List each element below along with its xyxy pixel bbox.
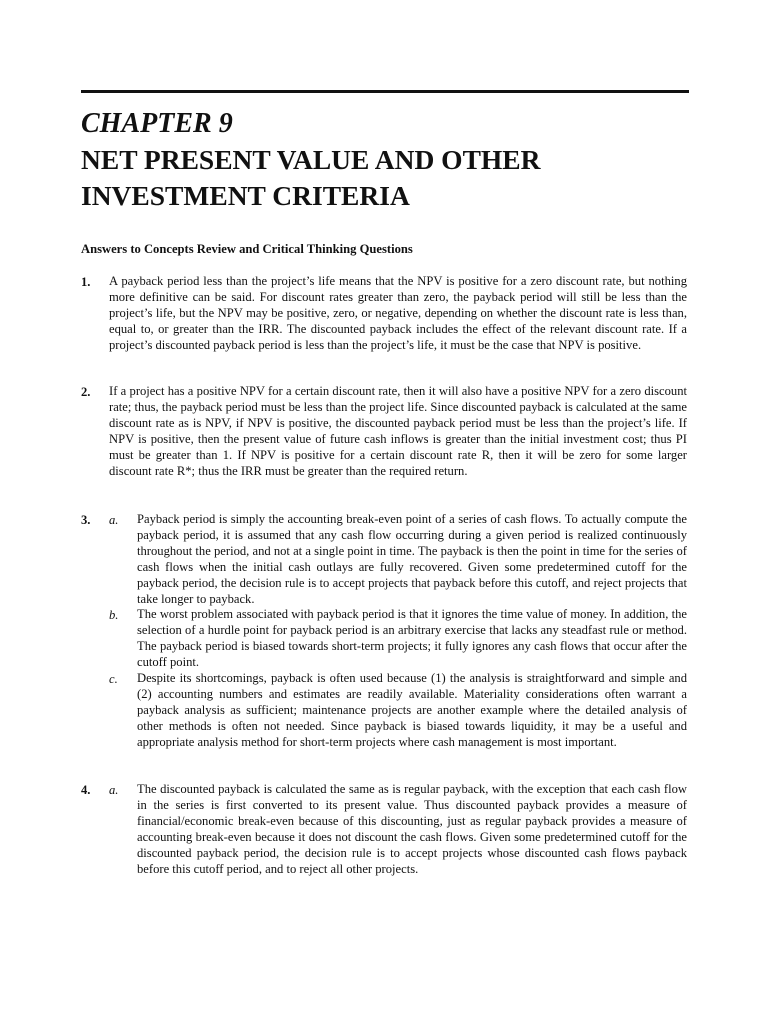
chapter-top-rule [81, 90, 689, 93]
question-number: 1. [81, 275, 91, 289]
chapter-title [81, 142, 681, 214]
sub-answer-letter: a. [109, 513, 119, 527]
question-number: 2. [81, 385, 91, 399]
sub-answer-letter: a. [109, 783, 119, 797]
sub-answer-text: Despite its shortcomings, payback is often used because (1) the analysis is straightforward and simple and (2) accounting numbers and estimates are readily available. Materiality considerations often warrant a payback analysis as sufficient; maintenance projects are another example where the detailed analysis of other methods is often not needed. Since payback is biased towards liquidity, it may be a useful and appropriate analysis method for short-term projects where cash management is most important. [137, 671, 687, 749]
chapter-title-line: INVESTMENT CRITERIA [81, 180, 410, 211]
chapter-label: CHAPTER 9 [81, 108, 233, 139]
question-number: 3. [81, 513, 91, 527]
chapter-title-line: NET PRESENT VALUE AND OTHER [81, 144, 541, 175]
question-answer-text: A payback period less than the project’s life means that the NPV is positive for a zero discount rate, but nothing more definitive can be said. For discount rates greater than zero, the payback period will still be less than the project’s life, but the NPV may be positive, zero, or negative, depending on whether the discount rate is less than, equal to, or greater than the IRR. The discounted payback includes the effect of the relevant discount rate. If a project’s discounted payback period is less than the project’s life, it must be the case that NPV is positive. [109, 274, 687, 352]
sub-answer-text: The discounted payback is calculated the same as is regular payback, with the exception that each cash flow in the series is first converted to its present value. Thus discounted payback provides a measure of financial/economic break-even because of this discounting, just as regular payback provides a measure of accounting break-even because it does not discount the cash flows. Given some predetermined cutoff for the discounted payback period, the decision rule is to accept projects whose discounted cash flows payback before this cutoff period, and to reject all other projects. [137, 782, 687, 876]
question-number: 4. [81, 783, 91, 797]
sub-answer-text: The worst problem associated with payback period is that it ignores the time value of money. In addition, the selection of a hurdle point for payback period is an arbitrary exercise that lacks any steadfast rule or method. The payback period is biased towards short-term projects; it fully ignores any cash flows that occur after the cutoff point. [137, 607, 687, 669]
question-answer-text: If a project has a positive NPV for a certain discount rate, then it will also have a positive NPV for a zero discount rate; thus, the payback period must be less than the project life. Since discounted payback is calculated at the same discount rate as is NPV, if NPV is positive, the discounted payback period must be less than the project’s life. If NPV is positive, then the present value of future cash inflows is greater than the initial investment cost; thus PI must be greater than 1. If NPV is positive for a certain discount rate R, then it will be zero for some larger discount rate R*; thus the IRR must be greater than the required return. [109, 384, 687, 478]
sub-answer-letter: c. [109, 672, 118, 686]
section-heading: Answers to Concepts Review and Critical Thinking Questions [81, 242, 413, 256]
sub-answer-letter: b. [109, 608, 119, 622]
sub-answer-text: Payback period is simply the accounting break-even point of a series of cash flows. To actually compute the payback period, it is assumed that any cash flow occurring during a given period is realized continuously throughout the period, and not at a single point in time. The payback is then the point in time for the series of cash flows when the initial cash outlays are fully recovered. Given some predetermined cutoff for the payback period, the decision rule is to accept projects that payback before this cutoff, and reject projects that take longer to payback. [137, 512, 687, 606]
